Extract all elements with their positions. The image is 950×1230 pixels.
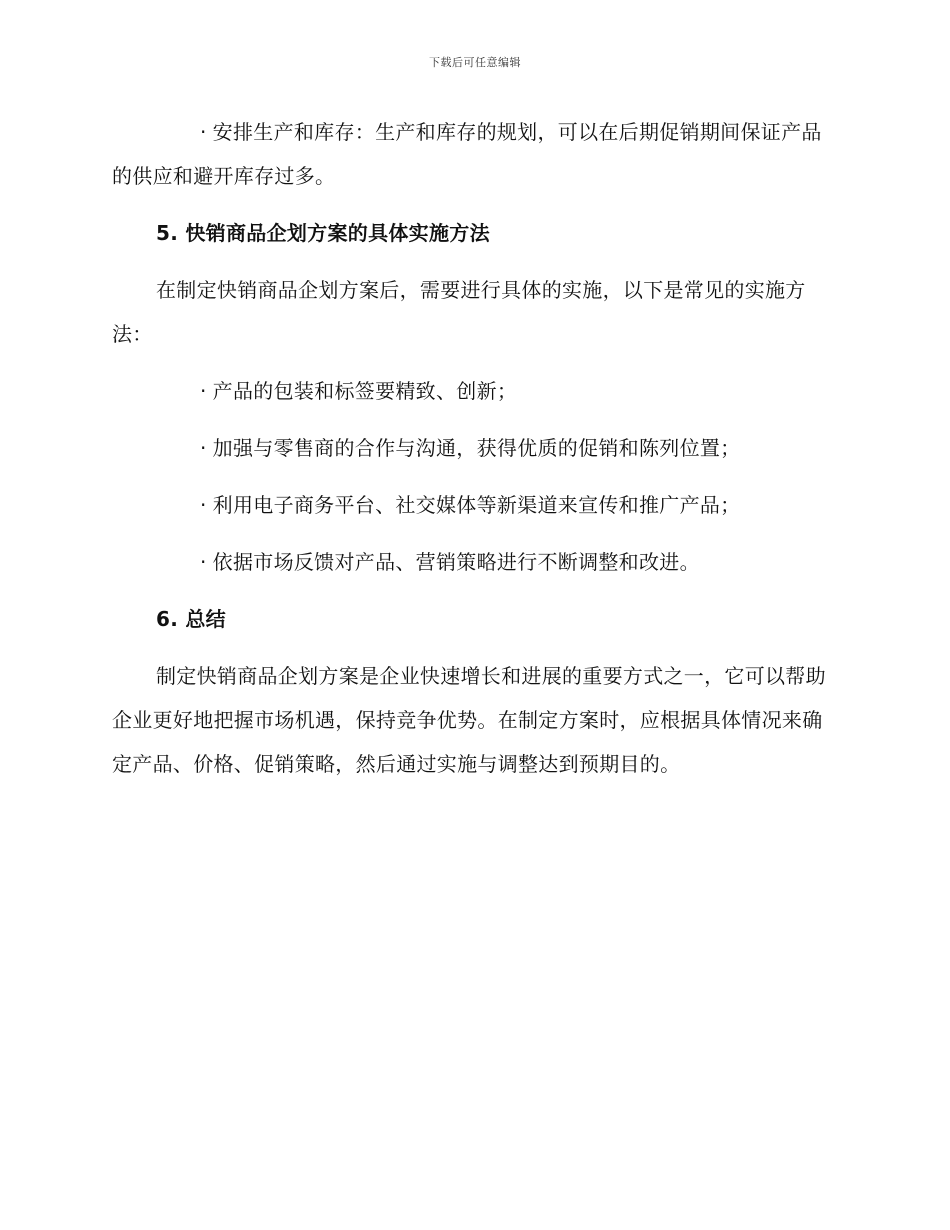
bullet-text: 加强与零售商的合作与沟通，获得优质的促销和陈列位置； bbox=[212, 436, 741, 460]
bullet-text: 利用电子商务平台、社交媒体等新渠道来宣传和推广产品； bbox=[212, 493, 741, 517]
bullet-item-production bbox=[112, 110, 832, 198]
paragraph-summary: 制定快销商品企划方案是企业快速增长和进展的重要方式之一，它可以帮助企业更好地把握市场机遇，保持竞争优势。在制定方案时，应根据具体情况来确定产品、价格、促销策略，然后通过实施与调整达到预期目的。 bbox=[112, 664, 826, 776]
bullet-item-packaging bbox=[112, 369, 832, 413]
paragraph-implementation-intro: 在制定快销商品企划方案后，需要进行具体的实施，以下是常见的实施方法： bbox=[112, 278, 806, 346]
bullet-item-ecommerce bbox=[112, 483, 832, 527]
bullet-marker: · bbox=[200, 120, 207, 144]
bullet-item-retailers bbox=[112, 426, 832, 470]
bullet-text: 依据市场反馈对产品、营销策略进行不断调整和改进。 bbox=[212, 550, 700, 574]
bullet-marker: · bbox=[200, 379, 207, 403]
section-heading-5: 5. 快销商品企划方案的具体实施方法 bbox=[156, 221, 490, 245]
page-header: 下载后可任意编辑 bbox=[429, 56, 521, 69]
bullet-marker: · bbox=[200, 436, 207, 460]
bullet-item-feedback bbox=[112, 540, 832, 584]
section-heading-6: 6. 总结 bbox=[156, 607, 226, 631]
bullet-text: 产品的包装和标签要精致、创新； bbox=[212, 379, 518, 403]
bullet-marker: · bbox=[200, 493, 207, 517]
bullet-marker: · bbox=[200, 550, 207, 574]
document-body bbox=[112, 110, 832, 799]
bullet-text: 安排生产和库存：生产和库存的规划，可以在后期促销期间保证产品的供应和避开库存过多。 bbox=[112, 120, 822, 188]
